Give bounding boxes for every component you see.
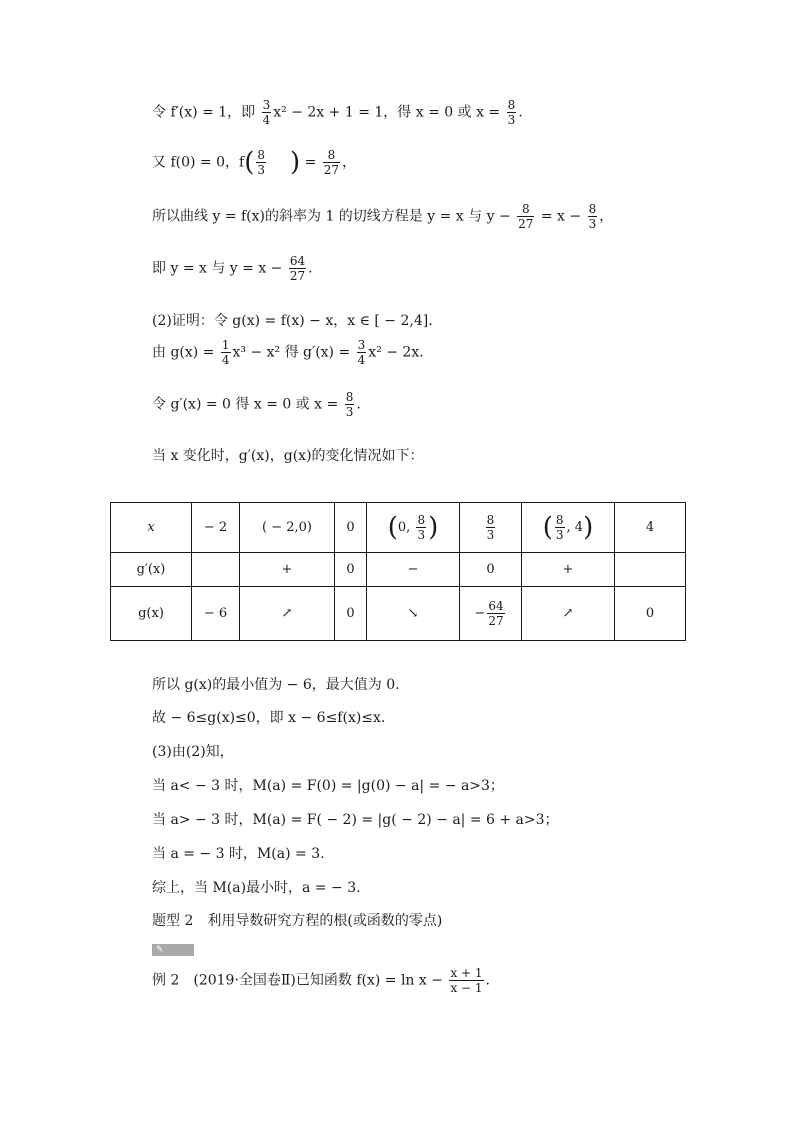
table-cell: − 6	[192, 587, 240, 641]
line-derivative-equation: 令 f′(x) = 1，即 $\frac{3}{4}$ x² − 2x + 1 = 1，得 x = 0 或 x = $\frac{8}{3}$ .	[152, 98, 523, 127]
line-tangent-result: 即 y = x 与 y = x − $\frac{64}{27}$ .	[152, 254, 313, 283]
line-g-derivative: 由 g(x) = $\frac{1}{4}$ x³ − x² 得 g′(x) = $\frac{3}{4}$ x² − 2x.	[152, 338, 424, 367]
decreasing-arrow-icon: ↘	[367, 587, 460, 641]
fraction: $\frac{8}{3}$	[588, 202, 597, 231]
line-min-max: 所以 g(x)的最小值为 − 6，最大值为 0.	[152, 677, 400, 693]
fraction: $\frac{x + 1}{x - 1}$	[450, 966, 483, 995]
pencil-icon: ✎	[156, 945, 164, 955]
table-row	[111, 503, 686, 553]
table-cell: +	[240, 553, 335, 587]
fraction: $\frac{64}{27}$	[289, 254, 306, 283]
fraction: $\frac{8}{27}$	[323, 148, 340, 177]
table-cell: 0	[615, 587, 686, 641]
increasing-arrow-icon: ↗	[240, 587, 335, 641]
line-case-3: 当 a = − 3 时，M(a) = 3.	[152, 846, 325, 862]
table-cell: ( $\frac{8}{3}$ , 4)	[522, 503, 615, 553]
line-case-1: 当 a< − 3 时，M(a) = F(0) = |g(0) − a| = − a>3；	[152, 778, 504, 794]
line-case-2: 当 a> − 3 时，M(a) = F( − 2) = |g( − 2) − a| = 6 + a>3；	[152, 812, 559, 828]
section-heading: 题型 2 利用导数研究方程的根(或函数的零点)	[152, 913, 443, 929]
line-part3-start: (3)由(2)知，	[152, 744, 234, 760]
table-cell: 0	[335, 553, 367, 587]
table-cell: 0	[335, 503, 367, 553]
table-cell: ( − 2,0)	[240, 503, 335, 553]
fraction: $\frac{8}{27}$	[518, 202, 534, 231]
table-header-gprime: g′(x)	[111, 553, 192, 587]
table-cell: 4	[615, 503, 686, 553]
line-tangent-equations: 所以曲线 y = f(x)的斜率为 1 的切线方程是 y = x 与 y − $\frac{8}{27}$ = x − $\frac{8}{3}$ ，	[152, 202, 614, 231]
line-function-values: 又 f(0) = 0，f( $\frac{8}{3}$ ) = $\frac{8}{27}$ ，	[152, 147, 357, 178]
fraction: $\frac{8}{3}$	[507, 98, 516, 127]
line-table-intro: 当 x 变化时，g′(x)，g(x)的变化情况如下：	[152, 448, 424, 464]
table-cell	[615, 553, 686, 587]
table-cell: 0	[460, 553, 522, 587]
table-cell: −	[367, 553, 460, 587]
fraction: $\frac{8}{3}$	[257, 148, 265, 177]
table-cell: 0	[335, 587, 367, 641]
fraction: $\frac{3}{4}$	[357, 338, 366, 367]
table-header-g: g(x)	[111, 587, 192, 641]
increasing-arrow-icon: ↗	[522, 587, 615, 641]
table-cell: − 2	[192, 503, 240, 553]
line-inequality: 故 − 6≤g(x)≤0，即 x − 6≤f(x)≤x.	[152, 710, 386, 726]
line-conclusion: 综上，当 M(a)最小时，a = − 3.	[152, 880, 361, 896]
table-row	[111, 587, 686, 641]
fraction: $\frac{8}{3}$	[345, 390, 354, 419]
line-example-2: 例 2 (2019·全国卷Ⅱ)已知函数 f(x) = ln x − $\frac{x + 1}{x - 1}$ .	[152, 966, 490, 995]
fraction: $\frac{1}{4}$	[221, 338, 230, 367]
table-header-x: x	[111, 503, 192, 553]
table-cell	[192, 553, 240, 587]
table-row	[111, 553, 686, 587]
variation-table	[110, 502, 686, 641]
table-cell: − $\frac{64}{27}$	[460, 587, 522, 641]
section-badge	[152, 944, 194, 956]
line-critical-points: 令 g′(x) = 0 得 x = 0 或 x = $\frac{8}{3}$ .	[152, 390, 361, 419]
table-cell: +	[522, 553, 615, 587]
line-proof-start: (2)证明：令 g(x) = f(x) − x，x ∈ [ − 2,4].	[152, 313, 433, 329]
fraction: $\frac{3}{4}$	[262, 98, 271, 127]
table-cell: (0, $\frac{8}{3}$ )	[367, 503, 460, 553]
table-cell: $\frac{8}{3}$	[460, 503, 522, 553]
